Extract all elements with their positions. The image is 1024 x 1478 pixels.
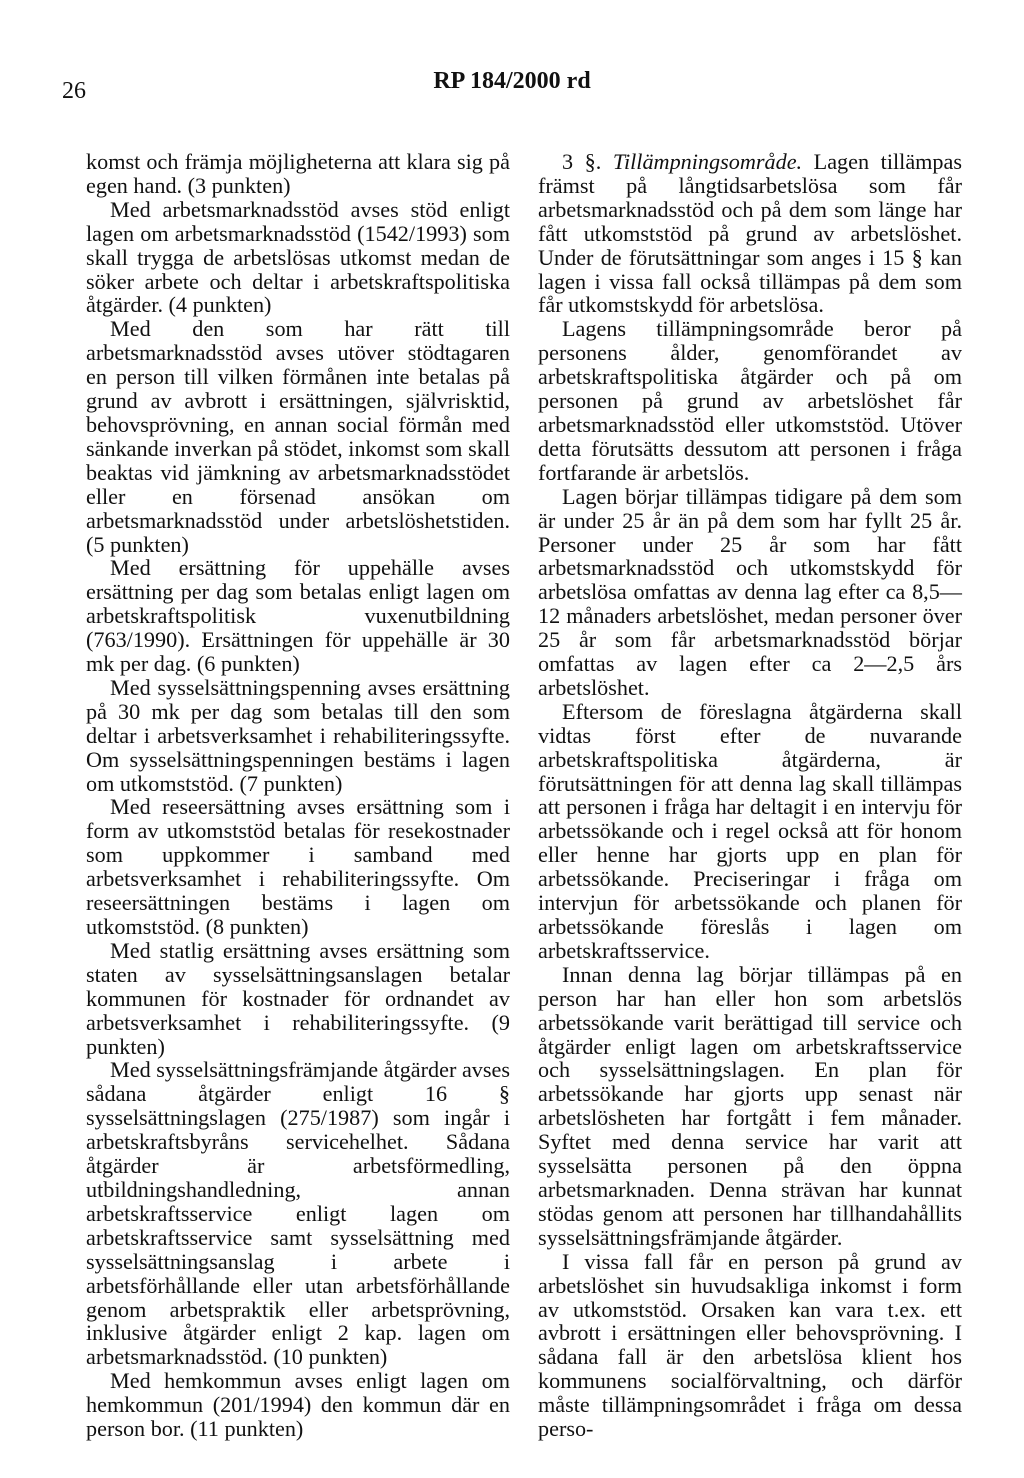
left-paragraph-4: Med ersättning för uppehälle avses ersättning per dag som betalas enligt lagen om arbetskraftspolitisk vuxenutbildning (763/1990). Ersättningen för uppehälle är 30 mk per dag. (6 punkten) [86,555,510,677]
right-paragraph-1: Lagens tillämpningsområde beror på personens ålder, genomförandet av arbetskraftspolitiska åtgärder och på om personen på grund av arbetslöshet får arbetsmarknadsstöd eller utkomststöd. Utöver detta förutsätts dessutom att personen i fråga fortfarande är arbetslös. [538,316,962,485]
right-paragraph-3: Eftersom de föreslagna åtgärderna skall vidtas först efter de nuvarande arbetskraftspolitiska åtgärderna, är förutsättningen för att denna lag skall tillämpas att personen i fråga har deltagit i en intervju för arbetssökande och i regel också att för honom eller henne har gjorts upp en plan för arbetssökande. Preciseringar i fråga om intervjun för arbetssökande och planen för arbetssökande föreslås i lagen om arbetskraftsservice. [538,698,962,963]
left-paragraph-5: Med sysselsättningspenning avses ersättning på 30 mk per dag som betalas till den som deltar i arbetsverksamhet i rehabiliteringssyfte. Om sysselsättningspenningen bestäms i lagen om utkomststöd. (7 punkten) [86,674,510,796]
left-paragraph-8: Med sysselsättningsfrämjande åtgärder avses sådana åtgärder enligt 16 § sysselsättningslagen (275/1987) som ingår i arbetskraftsbyråns servicehelhet. Sådana åtgärder är arbetsförmedling, utbildningshandledning, annan arbetskraftsservice enligt lagen om arbetskraftsservice samt sysselsättning med sysselsättningsanslag i arbete i arbetsförhållande eller utan arbetsförhållande genom arbetspraktik eller arbetsprövning, inklusive åtgärder enligt 2 kap. lagen om arbetsmarknadsstöd. (10 punkten) [86,1057,510,1370]
left-column [86,150,510,1441]
left-paragraph-3: Med den som har rätt till arbetsmarknadsstöd avses utöver stödtagaren en person till vilken förmånen inte betalas på grund av avbrott i ersättningen, självrisktid, behovsprövning, en annan social förmån med sänkande inverkan på stödet, inkomst som skall beaktas vid jämkning av arbetsmarknadsstödet eller en försenad ansökan om arbetsmarknadsstöd under arbetslöshetstiden. (5 punkten) [86,316,510,557]
page-header-title: RP 184/2000 rd [433,68,591,94]
section-3-heading-paragraph [538,150,962,317]
left-paragraph-7: Med statlig ersättning avses ersättning som staten av sysselsättningsanslagen betalar kommunen för kostnader för ordnandet av arbetsverksamhet i rehabiliteringssyfte. (9 punkten) [86,937,510,1059]
right-paragraph-4: Innan denna lag börjar tillämpas på en person har han eller hon som arbetslös arbetssökande varit berättigad till service och åtgärder enligt lagen om arbetskraftsservice och sysselsättningslagen. En plan för arbetssökande har gjorts upp senast när arbetslösheten har fortgått i fem månader. Syftet med denna service har varit att sysselsätta personen på den öppna arbetsmarknaden. Denna strävan har kunnat stödas genom att personen har tillhandahållits sysselsättningsfrämjande åtgärder. [538,961,962,1250]
left-paragraph-1: komst och främja möjligheterna att klara sig på egen hand. (3 punkten) [86,149,510,198]
right-paragraph-2: Lagen börjar tillämpas tidigare på dem som är under 25 år än på dem som har fyllt 25 år. Personer under 25 år som har fått arbetsmarknadsstöd och utkomstskydd för arbetslösa omfattas av denna lag efter ca 8,5—12 månaders arbetslöshet, medan personer över 25 år som får arbetsmarknadsstöd börjar omfattas av lagen efter ca 2—2,5 års arbetslöshet. [538,483,962,700]
right-paragraph-5: I vissa fall får en person på grund av arbetslöshet sin huvudsakliga inkomst i form av utkomststöd. Orsaken kan vara t.ex. ett avbrott i ersättningen eller behovsprövning. I sådana fall är den arbetslösa klient hos kommunens socialförvaltning, och därför måste tillämpningsområdet i fråga om dessa perso- [538,1248,962,1442]
left-paragraph-9: Med hemkommun avses enligt lagen om hemkommun (201/1994) den kommun där en person bor. (11 punkten) [86,1368,510,1442]
section-title: Tillämpningsområde. [612,149,803,174]
section-lead: Lagen tillämpas främst på långtidsarbetslösa som får arbetsmarknadsstöd och på dem som länge har fått utkomststöd på grund av arbetslöshet. Under de förutsättningar som anges i 15 § kan lagen i vissa fall också tillämpas på dem som får utkomstskydd för arbetslösa. [538,149,962,318]
section-number: 3 §. [562,149,602,174]
left-paragraph-2: Med arbetsmarknadsstöd avses stöd enligt lagen om arbetsmarknadsstöd (1542/1993) som skall trygga de arbetslösas utkomst medan de söker arbete och deltar i arbetskraftspolitiska åtgärder. (4 punkten) [86,196,510,318]
left-paragraph-6: Med reseersättning avses ersättning som i form av utkomststöd betalas för resekostnader som uppkommer i samband med arbetsverksamhet i rehabiliteringssyfte. Om reseersättningen bestäms i lagen om utkomststöd. (8 punkten) [86,794,510,939]
page-number: 26 [62,78,86,104]
right-column [538,150,962,1441]
